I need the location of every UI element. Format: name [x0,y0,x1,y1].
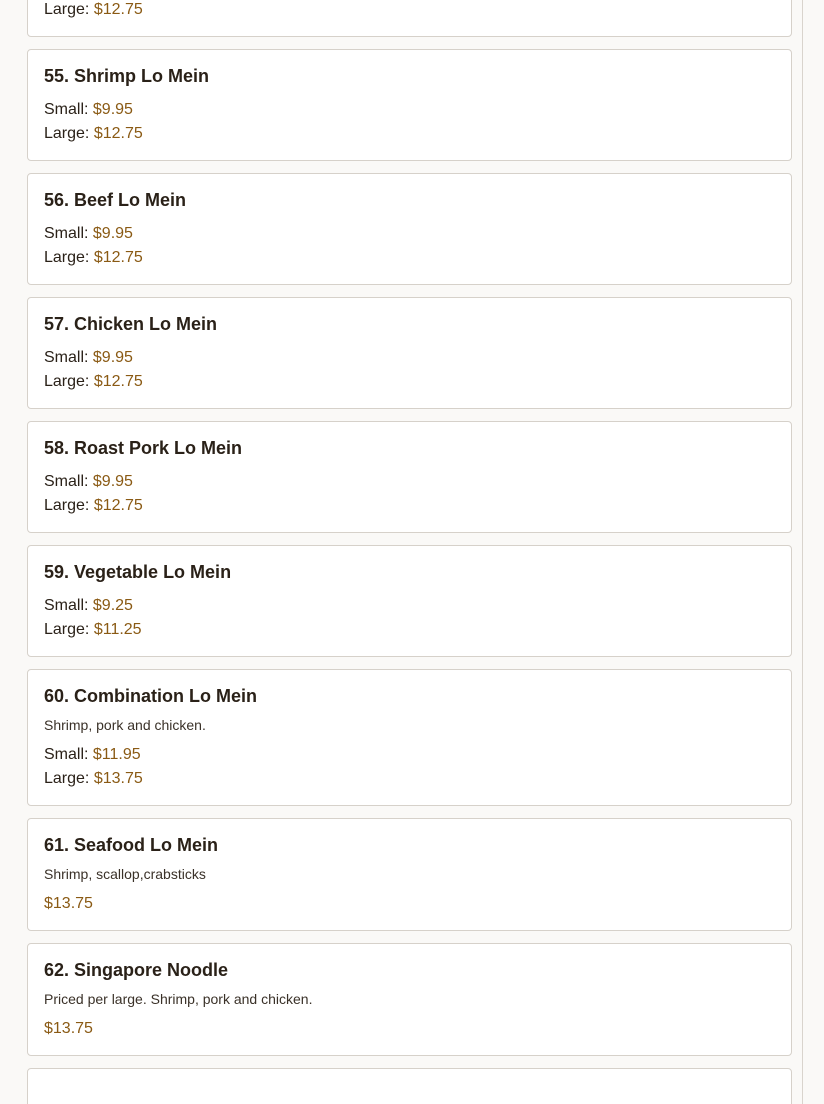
price-small [44,222,775,246]
price-value: $12.75 [93,373,143,390]
menu-item-title: 60. Combination Lo Mein [44,686,258,706]
price-large [44,767,775,791]
price-value: $9.95 [92,101,133,118]
menu-item-card[interactable] [27,943,792,1056]
price-value: $9.95 [92,349,133,366]
menu-item-title: 61. Seafood Lo Mein [44,835,219,855]
price-value: $9.95 [92,473,133,490]
price-label: Large: [44,621,90,638]
price-value: $13.75 [44,1020,93,1037]
menu-item-list [27,0,792,1104]
menu-item-card[interactable] [27,0,792,37]
price-large [44,494,775,518]
price-small [44,98,775,122]
menu-item-card[interactable] [27,173,792,285]
price-value: $12.75 [93,1,143,18]
price-label: Small: [44,101,89,118]
price-value: $13.75 [93,770,143,787]
price-large [44,618,775,642]
price-value: $11.25 [93,621,142,638]
price-value: $9.95 [92,225,133,242]
price-value: $12.75 [93,125,143,142]
menu-item-card[interactable] [27,818,792,931]
price-large [44,370,775,394]
price-label: Large: [44,373,90,390]
menu-item-card[interactable] [27,421,792,533]
price-label: Small: [44,597,89,614]
price-label: Small: [44,349,89,366]
price-value: $12.75 [93,249,143,266]
menu-item-card[interactable] [27,545,792,657]
menu-item-card[interactable] [27,297,792,409]
price-large [44,122,775,146]
menu-item-title: 62. Singapore Noodle [44,960,229,980]
menu-item-title: 56. Beef Lo Mein [44,190,187,210]
price-value: $13.75 [44,895,93,912]
price-small [44,594,775,618]
price-label: Large: [44,497,90,514]
menu-item-description: Shrimp, pork and chicken. [44,717,206,733]
price-small [44,743,775,767]
menu-item-description: Priced per large. Shrimp, pork and chicken. [44,991,313,1007]
price-label: Small: [44,225,89,242]
price-small [44,346,775,370]
price-value: $12.75 [93,497,143,514]
price-value: $9.25 [92,597,133,614]
menu-item-title: 59. Vegetable Lo Mein [44,562,232,582]
price-label: Large: [44,249,90,266]
menu-item-card[interactable] [27,1068,792,1104]
price-large [44,0,775,22]
price-label: Large: [44,125,90,142]
price-small [44,470,775,494]
price-label: Small: [44,473,89,490]
price-label: Large: [44,1,90,18]
menu-item-title: 57. Chicken Lo Mein [44,314,218,334]
menu-item-card[interactable] [27,49,792,161]
price-label: Large: [44,770,90,787]
page-right-border [802,0,803,1104]
price-label: Small: [44,746,89,763]
price-large [44,246,775,270]
menu-item-title: 55. Shrimp Lo Mein [44,66,210,86]
menu-item-description: Shrimp, scallop,crabsticks [44,866,206,882]
menu-item-card[interactable] [27,669,792,806]
menu-item-title: 58. Roast Pork Lo Mein [44,438,243,458]
price-value: $11.95 [92,746,141,763]
